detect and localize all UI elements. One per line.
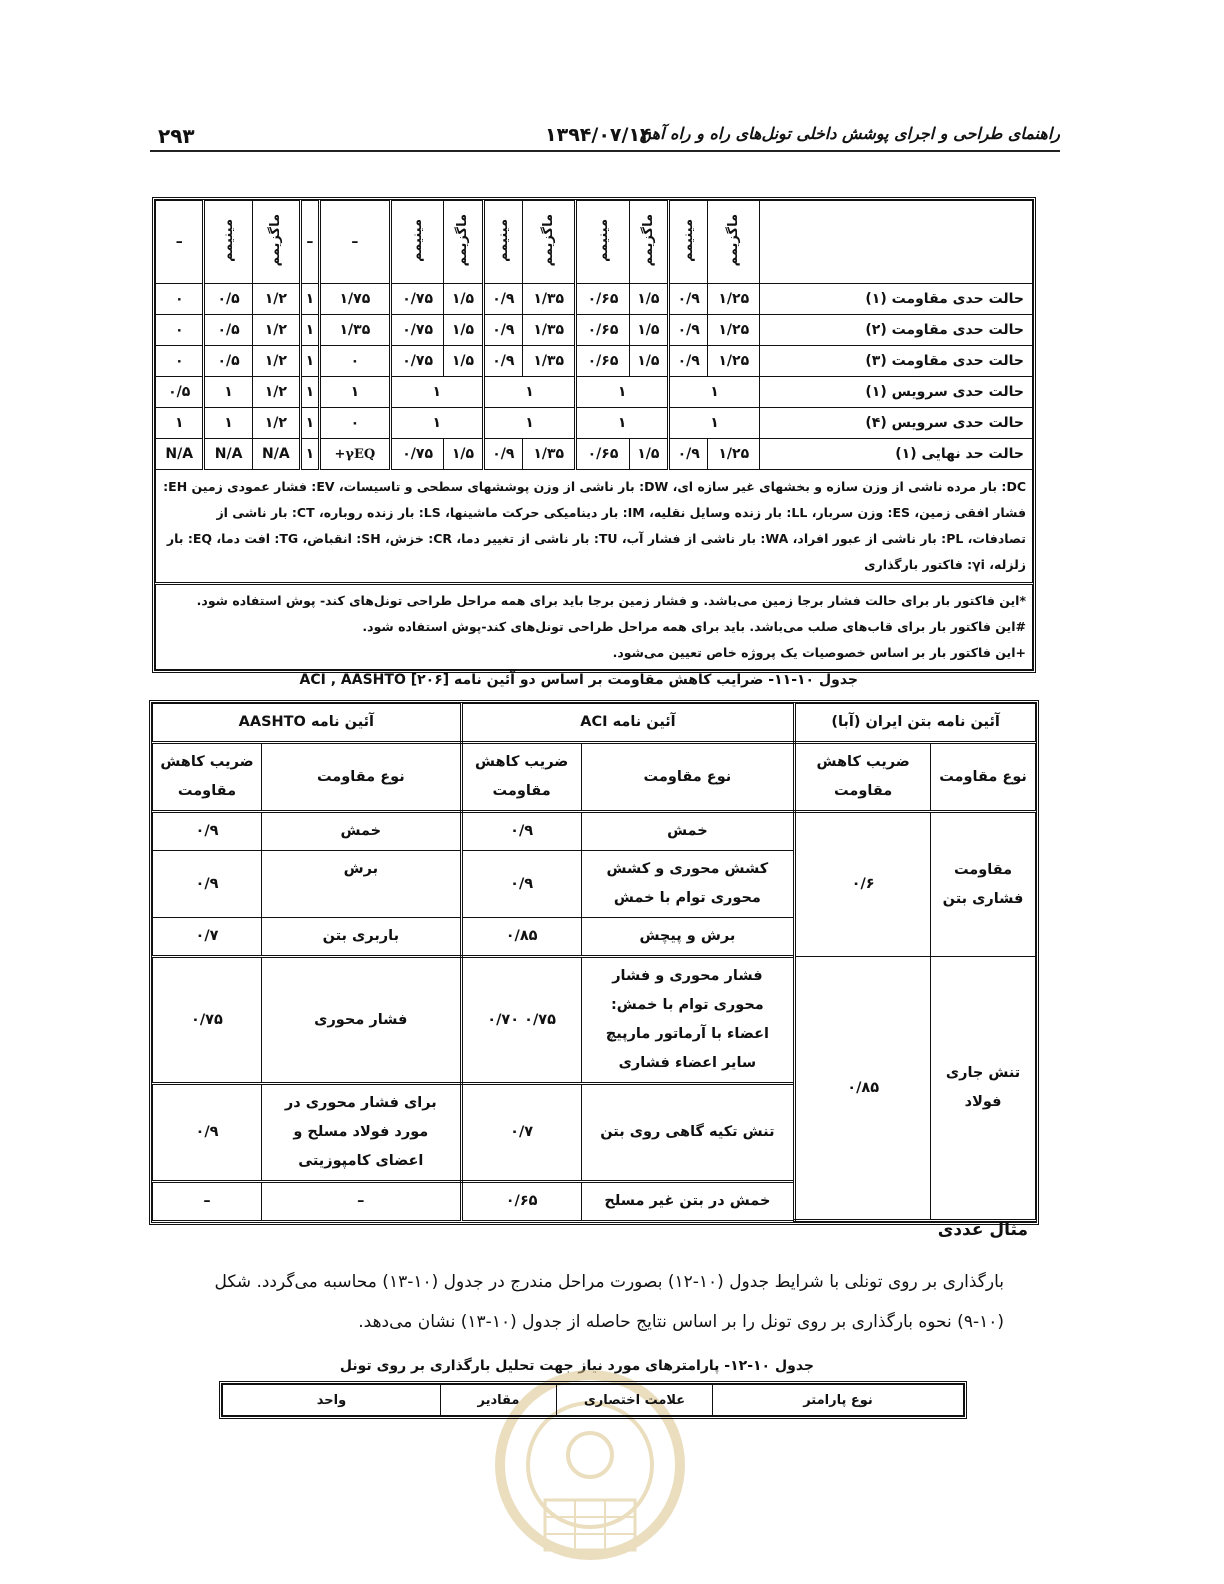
- header-label: ماگزیمم: [268, 213, 284, 267]
- table-cell: فشار محوری و فشار محوری توام با خمش: اعضاء با آرماتور مارپیچ سایر اعضاء فشاری: [581, 957, 795, 1084]
- table-row: [156, 284, 1033, 315]
- table-cell: ۱/۳۵: [319, 315, 390, 346]
- abbreviation-notes: [156, 470, 1033, 584]
- table-cell: ۱/۲: [252, 284, 300, 315]
- header-cell: نوع پارامتر: [713, 1385, 964, 1416]
- table2-caption: جدول ۱۰-۱۱- ضرایب کاهش مقاومت بر اساس دو آئین نامه ACI , AASHTO [۲۰۶]: [299, 672, 858, 688]
- table-cell: ۰/۶۵: [461, 1182, 581, 1221]
- table-cell: ۱/۵: [629, 439, 668, 470]
- table-cell: برای فشار محوری در مورد فولاد مسلح و اعضای کامپوزیتی: [261, 1084, 461, 1182]
- table-cell: ۰/۷: [153, 918, 262, 957]
- table-row: [153, 812, 1036, 851]
- footnote: +این فاکتور بار بر اساس خصوصیات یک پروژه خاص تعیین می‌شود.: [612, 645, 1026, 660]
- table-cell: ۰/۹: [461, 812, 581, 851]
- example-paragraph: بارگذاری بر روی تونلی با شرایط جدول (۱۰-۱۲) بصورت مراحل مندرج در جدول (۱۰-۱۳) محاسبه می‌گردد. شکل (۱۰-۹) نحوه بارگذاری بر روی تونل را بر اساس نتایج حاصله از جدول (۱۰-۱۳) نشان می‌دهد.: [214, 1272, 1004, 1332]
- table-cell: ۰/۷۵: [390, 315, 443, 346]
- header-label: مینیمم: [595, 218, 611, 262]
- table-cell: ۱/۵: [444, 346, 483, 377]
- table-cell: مقاومت فشاری بتن: [931, 812, 1036, 957]
- header-cell: [708, 201, 760, 284]
- table-cell: خمش: [261, 812, 461, 851]
- table-row: [156, 315, 1033, 346]
- table-row: [156, 377, 1033, 408]
- table-cell: N/A: [252, 439, 300, 470]
- table-cell: آئین نامه AASHTO: [153, 704, 462, 743]
- table-cell: ۰/۶۵: [576, 284, 629, 315]
- table-cell: ۰/۹: [669, 439, 708, 470]
- table-cell: ۱/۲۵: [708, 346, 760, 377]
- footnote: #این فاکتور بار برای قاب‌های صلب می‌باشد. باید برای همه مراحل طراحی تونل‌های کند-پوش استفاده شود.: [362, 619, 1026, 634]
- table-cell: ۰/۵: [204, 346, 252, 377]
- table-header-row: [223, 1385, 964, 1416]
- table-cell: ۰/۹: [669, 315, 708, 346]
- table-cell: خمش در بتن غیر مسلح: [581, 1182, 795, 1221]
- header-cell: علامت اختصاری: [557, 1385, 713, 1416]
- table-cell: ۱: [319, 377, 390, 408]
- table-cell: ۰/۹: [483, 346, 522, 377]
- table-cell: ۰/۶: [795, 812, 931, 957]
- table-cell: ۱: [301, 315, 320, 346]
- table-cell: ۱: [669, 377, 760, 408]
- table-cell: ۱: [204, 377, 252, 408]
- table-cell: ۱/۵: [444, 439, 483, 470]
- table-cell: ۰/۶۵: [576, 315, 629, 346]
- table-cell: ۰/۸۵: [795, 957, 931, 1221]
- example-heading: مثال عددی: [937, 1220, 1028, 1240]
- table-cell: –: [153, 1182, 262, 1221]
- table-cell: ۱: [390, 408, 483, 439]
- table-cell: ۰/۷۵: [390, 439, 443, 470]
- table-cell: ۱/۵: [629, 284, 668, 315]
- table-cell: ۰/۷۵: [390, 346, 443, 377]
- table-cell: ۰: [319, 408, 390, 439]
- table-cell: کشش محوری و کشش محوری توام با خمش: [581, 851, 795, 918]
- header-cell: –: [301, 201, 320, 284]
- header-cell: [483, 201, 522, 284]
- table-cell: ۱/۲۵: [708, 284, 760, 315]
- table-cell: ۱/۳۵: [523, 315, 576, 346]
- resistance-factor-table: [152, 703, 1036, 1222]
- header-cell: [669, 201, 708, 284]
- table-cell: فشار محوری: [261, 957, 461, 1084]
- table-cell: ۰/۷۵ ۰/۷۰: [461, 957, 581, 1084]
- table-cell: آئین نامه ACI: [461, 704, 795, 743]
- header-label: مینیمم: [681, 218, 697, 262]
- table-cell: ۱: [301, 408, 320, 439]
- table-cell: N/A: [204, 439, 252, 470]
- table-cell: ۱: [576, 377, 669, 408]
- table-cell: حالت حدی سرویس (۱): [760, 377, 1033, 408]
- table-cell: ۱: [301, 346, 320, 377]
- table-row: [153, 957, 1036, 1084]
- table-cell: ۱/۲: [252, 346, 300, 377]
- table-cell: برش: [261, 851, 461, 918]
- table-cell: حالت حدی مقاومت (۳): [760, 346, 1033, 377]
- table-cell: حالت حدی مقاومت (۲): [760, 315, 1033, 346]
- table-cell: ۱/۲: [252, 377, 300, 408]
- table-cell: ۱/۳۵: [523, 284, 576, 315]
- table-row: [156, 439, 1033, 470]
- table3-caption: جدول ۱۰-۱۲- پارامترهای مورد نیاز جهت تحلیل بارگذاری بر روی تونل: [339, 1358, 814, 1374]
- table-cell: ۱: [301, 439, 320, 470]
- table-cell: نوع مقاومت: [261, 743, 461, 812]
- load-factor-table: [155, 200, 1033, 670]
- table-cell: ۰/۶۵: [576, 346, 629, 377]
- table-cell: ۰/۷: [461, 1084, 581, 1182]
- table-cell: ۱: [669, 408, 760, 439]
- table-cell: ۰/۹: [153, 1084, 262, 1182]
- table-cell: ۱: [483, 377, 576, 408]
- table-cell: ۰/۹: [483, 439, 522, 470]
- header-cell: [523, 201, 576, 284]
- group-header-row: [153, 704, 1036, 743]
- table-cell: ۱: [204, 408, 252, 439]
- table-cell: ۰/۹: [153, 812, 262, 851]
- table-cell: ۰/۷۵: [390, 284, 443, 315]
- table-cell: ۱: [483, 408, 576, 439]
- parameters-table: [222, 1384, 964, 1416]
- table-cell: ضریب کاهش مقاومت: [153, 743, 262, 812]
- header-label: مینیمم: [410, 218, 426, 262]
- table-cell: حالت حدی سرویس (۴): [760, 408, 1033, 439]
- table-cell: حالت حدی مقاومت (۱): [760, 284, 1033, 315]
- table-cell: ۰/۸۵: [461, 918, 581, 957]
- table-cell: حالت حد نهایی (۱): [760, 439, 1033, 470]
- header-label: ماگزیمم: [726, 213, 742, 267]
- table-cell: ۱/۳۵: [523, 439, 576, 470]
- table-cell: خمش: [581, 812, 795, 851]
- table-cell: ۰/۹: [669, 346, 708, 377]
- header-cell: [252, 201, 300, 284]
- table-row: [156, 408, 1033, 439]
- header-cell: [576, 201, 629, 284]
- table-header-row: [156, 201, 1033, 284]
- table-cell: ۱/۷۵: [319, 284, 390, 315]
- header-cell: [390, 201, 443, 284]
- table-cell: برش و پیچش: [581, 918, 795, 957]
- footnotes: [156, 584, 1033, 670]
- footnote: *این فاکتور بار برای حالت فشار برجا زمین می‌باشد. و فشار زمین برجا باید برای همه مراحل طراحی تونل‌های کند- پوش استفاده شود.: [196, 593, 1026, 608]
- header-cell: [444, 201, 483, 284]
- header-cell: [760, 201, 1033, 284]
- table-cell: ۱/۲: [252, 408, 300, 439]
- header-cell: مقادیر: [441, 1385, 557, 1416]
- column-header-row: [153, 743, 1036, 812]
- table-cell: ۱/۲۵: [708, 315, 760, 346]
- table-cell: ۰: [156, 315, 204, 346]
- header-cell: –: [156, 201, 204, 284]
- header-cell: [204, 201, 252, 284]
- table-cell: ۱/۲: [252, 315, 300, 346]
- table-cell: –: [261, 1182, 461, 1221]
- table-cell: ۱: [390, 377, 483, 408]
- header-label: ماگزیمم: [541, 213, 557, 267]
- header-cell: [629, 201, 668, 284]
- header-label: ماگزیمم: [640, 213, 656, 267]
- table-cell: نوع مقاومت: [581, 743, 795, 812]
- table-cell: آئین نامه بتن ایران (آبا): [795, 704, 1036, 743]
- table-cell: تنش جاری فولاد: [931, 957, 1036, 1221]
- table-cell: ضریب کاهش مقاومت: [461, 743, 581, 812]
- table-cell: ۰/۶۵: [576, 439, 629, 470]
- header-label: ماگزیمم: [455, 213, 471, 267]
- table-cell: ضریب کاهش مقاومت: [795, 743, 931, 812]
- table-cell: ۰/۷۵: [153, 957, 262, 1084]
- table-cell: ۰/۹: [483, 284, 522, 315]
- table-cell: ۱: [156, 408, 204, 439]
- table-row: [156, 346, 1033, 377]
- table-cell: نوع مقاومت: [931, 743, 1036, 812]
- table-cell: ۰/۵: [156, 377, 204, 408]
- table-cell: ۱/۵: [444, 315, 483, 346]
- table-cell: ۰/۹: [669, 284, 708, 315]
- table-cell: DC: بار مرده ناشی از وزن سازه و بخشهای غیر سازه ای، DW: بار ناشی از وزن پوششهای سطحی و تاسیسات، EV: فشار عمودی زمین EH: فشار افقی زمین، ES: وزن سربار، LL: بار زنده وسایل نقلیه، IM: بار دینامیکی حرکت ماشینها، LS: بار زنده روباره، CT: بار ناشی از تصادفات، PL: بار ناشی از عبور افراد، WA: بار ناشی از فشار آب، TU: بار ناشی از تغییر دما، CR: خزش، SH: انقباض، TG: افت دما، EQ: بار زلزله، γi: فاکتور بارگذاری: [156, 470, 1033, 584]
- table-cell: ۱: [301, 284, 320, 315]
- table-cell: N/A: [156, 439, 204, 470]
- header-label: مینیمم: [495, 218, 511, 262]
- table-cell: ۱/۵: [629, 346, 668, 377]
- table-cell: ۱/۲۵: [708, 439, 760, 470]
- table-cell: تنش تکیه گاهی روی بتن: [581, 1084, 795, 1182]
- table-cell: ۰: [156, 346, 204, 377]
- table-cell: ۰/۵: [204, 315, 252, 346]
- table-cell: باربری بتن: [261, 918, 461, 957]
- book-title: راهنمای طراحی و اجرای پوشش داخلی تونل‌های راه و راه آهن: [639, 124, 1060, 143]
- header-cell: واحد: [223, 1385, 441, 1416]
- table-cell: ۱/۵: [444, 284, 483, 315]
- table-cell: ۰/۵: [204, 284, 252, 315]
- gamma-eq-symbol: γEQ+: [319, 439, 390, 470]
- table-cell: ۱: [301, 377, 320, 408]
- page-header: [150, 120, 1060, 152]
- table-cell: ۱/۳۵: [523, 346, 576, 377]
- page-date: ۱۳۹۴/۰۷/۱۴: [545, 124, 652, 146]
- header-cell: –: [319, 201, 390, 284]
- table-cell: ۰/۹: [461, 851, 581, 918]
- page-number: ۲۹۳: [158, 124, 195, 148]
- table-cell: ۰: [319, 346, 390, 377]
- table-cell: ۱/۵: [629, 315, 668, 346]
- table-cell: ۱: [576, 408, 669, 439]
- table-cell: ۰: [156, 284, 204, 315]
- table-cell: [156, 584, 1033, 670]
- table-cell: ۰/۹: [483, 315, 522, 346]
- header-label: مینیمم: [221, 218, 237, 262]
- table-cell: ۰/۹: [153, 851, 262, 918]
